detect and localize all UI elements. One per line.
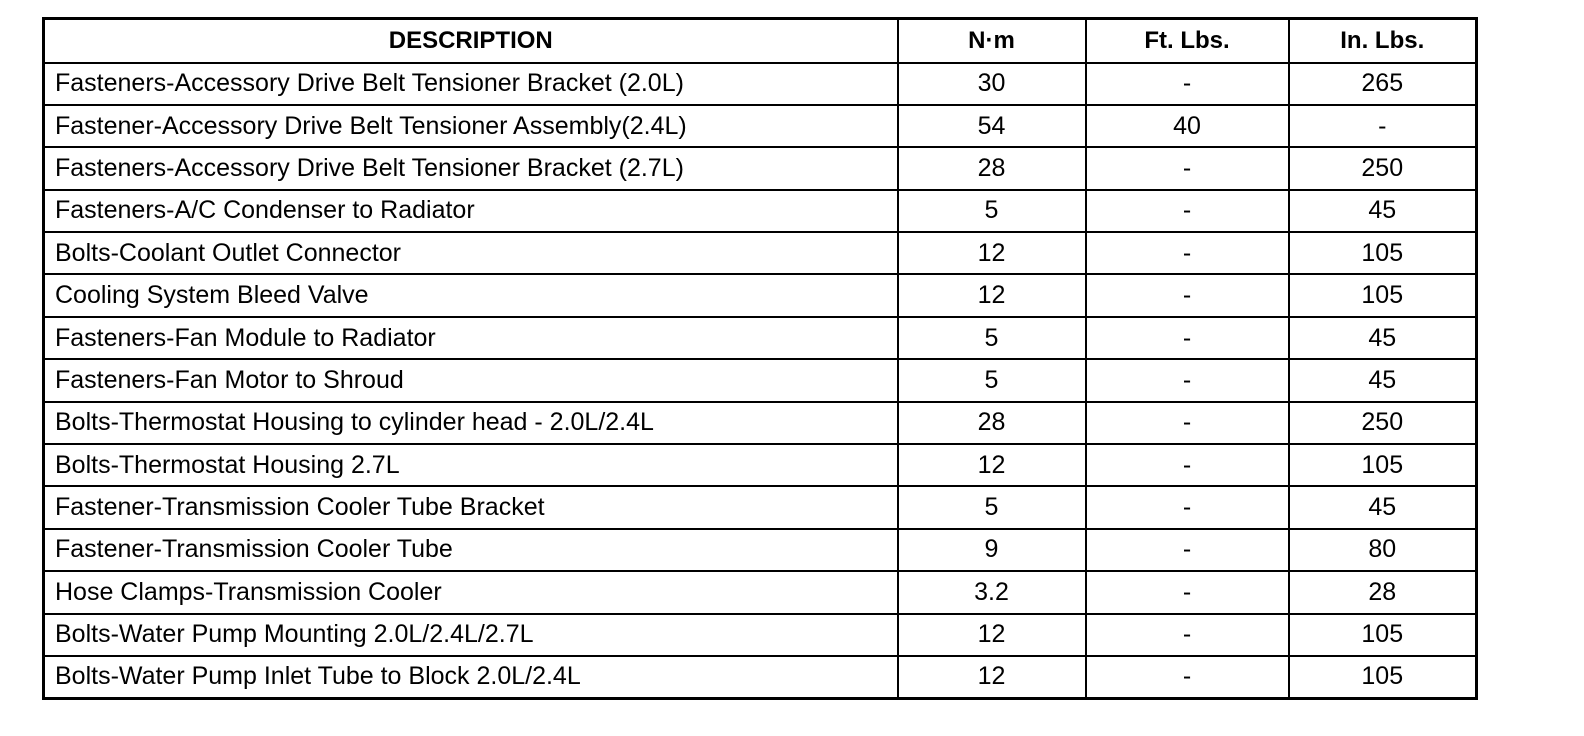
cell-ft-lbs: - <box>1086 359 1289 401</box>
cell-description: Fasteners-A/C Condenser to Radiator <box>44 190 898 232</box>
cell-ft-lbs: - <box>1086 614 1289 656</box>
table-row <box>44 444 1477 486</box>
cell-description: Bolts-Thermostat Housing to cylinder head - 2.0L/2.4L <box>44 402 898 444</box>
cell-nm: 5 <box>898 190 1086 232</box>
torque-specifications-table <box>42 17 1478 700</box>
cell-ft-lbs: - <box>1086 486 1289 528</box>
cell-ft-lbs: - <box>1086 656 1289 698</box>
cell-ft-lbs: - <box>1086 571 1289 613</box>
cell-in-lbs: 45 <box>1289 486 1477 528</box>
table-row <box>44 190 1477 232</box>
cell-in-lbs: 28 <box>1289 571 1477 613</box>
cell-description: Fastener-Transmission Cooler Tube Bracket <box>44 486 898 528</box>
header-nm: N·m <box>898 19 1086 63</box>
cell-description: Fasteners-Accessory Drive Belt Tensioner Bracket (2.7L) <box>44 147 898 189</box>
table-row <box>44 147 1477 189</box>
table-row <box>44 105 1477 147</box>
cell-description: Bolts-Coolant Outlet Connector <box>44 232 898 274</box>
header-description: DESCRIPTION <box>44 19 898 63</box>
table-row <box>44 274 1477 316</box>
cell-description: Fasteners-Fan Motor to Shroud <box>44 359 898 401</box>
cell-in-lbs: 45 <box>1289 317 1477 359</box>
table-row <box>44 614 1477 656</box>
cell-description: Bolts-Thermostat Housing 2.7L <box>44 444 898 486</box>
cell-in-lbs: 105 <box>1289 274 1477 316</box>
cell-ft-lbs: - <box>1086 317 1289 359</box>
cell-ft-lbs: - <box>1086 274 1289 316</box>
cell-description: Fasteners-Accessory Drive Belt Tensioner Bracket (2.0L) <box>44 63 898 105</box>
cell-in-lbs: 45 <box>1289 359 1477 401</box>
table-row <box>44 232 1477 274</box>
table-row <box>44 317 1477 359</box>
cell-description: Cooling System Bleed Valve <box>44 274 898 316</box>
cell-ft-lbs: - <box>1086 147 1289 189</box>
cell-nm: 30 <box>898 63 1086 105</box>
table-row <box>44 656 1477 698</box>
cell-ft-lbs: - <box>1086 402 1289 444</box>
cell-description: Fastener-Transmission Cooler Tube <box>44 529 898 571</box>
cell-ft-lbs: 40 <box>1086 105 1289 147</box>
cell-in-lbs: 105 <box>1289 656 1477 698</box>
cell-nm: 5 <box>898 486 1086 528</box>
cell-nm: 12 <box>898 232 1086 274</box>
table-header-row <box>44 19 1477 63</box>
header-ft-lbs: Ft. Lbs. <box>1086 19 1289 63</box>
table-row <box>44 571 1477 613</box>
cell-in-lbs: 250 <box>1289 147 1477 189</box>
table-body <box>44 63 1477 699</box>
table-row <box>44 486 1477 528</box>
cell-description: Fastener-Accessory Drive Belt Tensioner Assembly(2.4L) <box>44 105 898 147</box>
cell-nm: 12 <box>898 656 1086 698</box>
table-row <box>44 402 1477 444</box>
table-row <box>44 63 1477 105</box>
cell-nm: 12 <box>898 444 1086 486</box>
cell-nm: 9 <box>898 529 1086 571</box>
cell-ft-lbs: - <box>1086 63 1289 105</box>
cell-nm: 28 <box>898 402 1086 444</box>
cell-ft-lbs: - <box>1086 190 1289 232</box>
cell-description: Fasteners-Fan Module to Radiator <box>44 317 898 359</box>
cell-nm: 5 <box>898 359 1086 401</box>
cell-in-lbs: 80 <box>1289 529 1477 571</box>
cell-ft-lbs: - <box>1086 444 1289 486</box>
cell-in-lbs: 250 <box>1289 402 1477 444</box>
cell-description: Hose Clamps-Transmission Cooler <box>44 571 898 613</box>
cell-description: Bolts-Water Pump Inlet Tube to Block 2.0L/2.4L <box>44 656 898 698</box>
table-row <box>44 359 1477 401</box>
cell-in-lbs: - <box>1289 105 1477 147</box>
cell-in-lbs: 105 <box>1289 614 1477 656</box>
cell-ft-lbs: - <box>1086 529 1289 571</box>
cell-nm: 3.2 <box>898 571 1086 613</box>
cell-nm: 12 <box>898 614 1086 656</box>
cell-in-lbs: 265 <box>1289 63 1477 105</box>
header-in-lbs: In. Lbs. <box>1289 19 1477 63</box>
cell-in-lbs: 105 <box>1289 444 1477 486</box>
cell-nm: 54 <box>898 105 1086 147</box>
table-row <box>44 529 1477 571</box>
cell-nm: 12 <box>898 274 1086 316</box>
cell-description: Bolts-Water Pump Mounting 2.0L/2.4L/2.7L <box>44 614 898 656</box>
cell-in-lbs: 105 <box>1289 232 1477 274</box>
cell-nm: 5 <box>898 317 1086 359</box>
cell-nm: 28 <box>898 147 1086 189</box>
cell-in-lbs: 45 <box>1289 190 1477 232</box>
cell-ft-lbs: - <box>1086 232 1289 274</box>
